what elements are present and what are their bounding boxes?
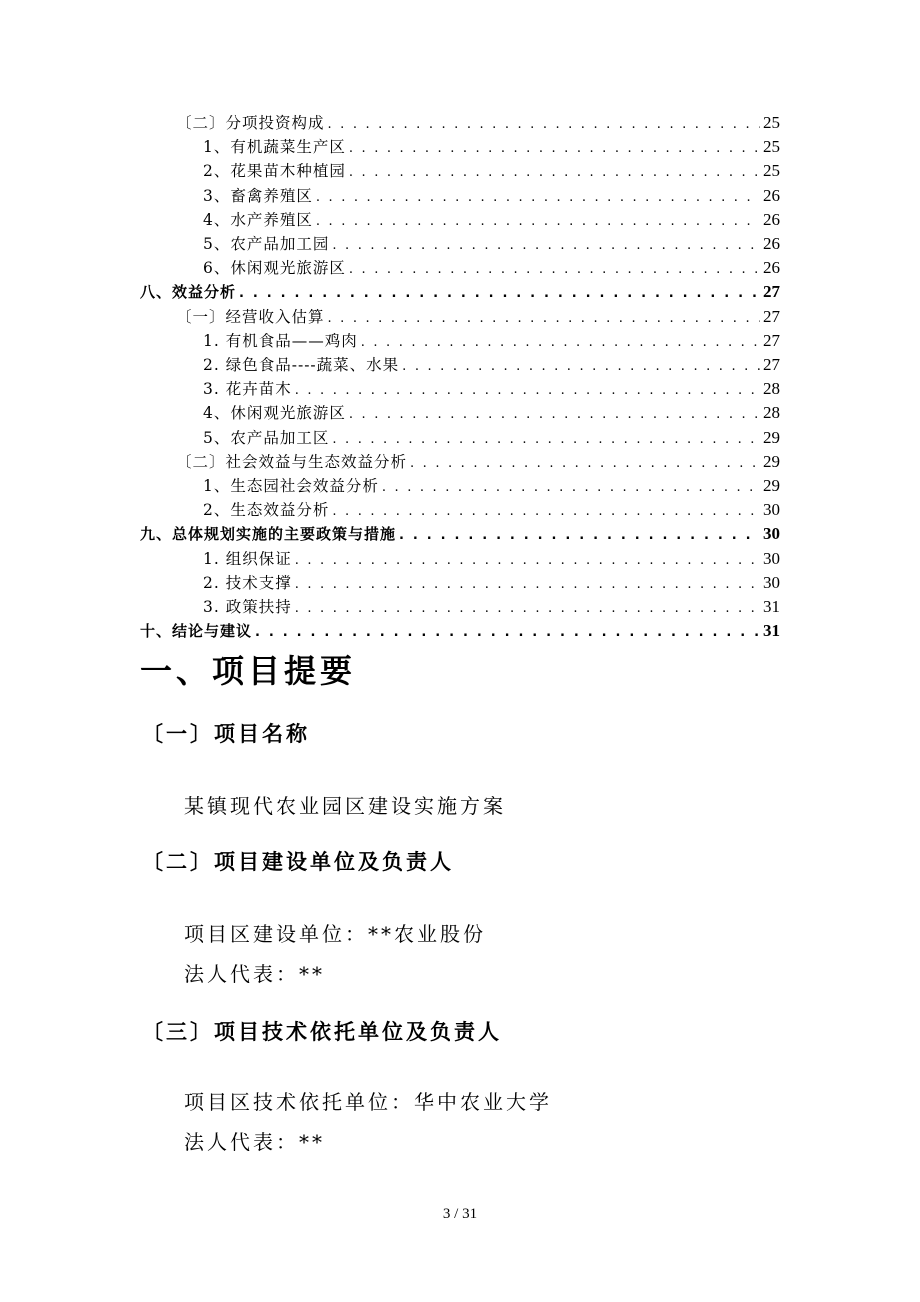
toc-entry-page: 25: [763, 161, 780, 181]
toc-entry-label: 八、效益分析: [140, 283, 237, 302]
toc-entry-label: 〔一〕经营收入估算: [176, 307, 325, 326]
toc-entry-page: 29: [763, 451, 780, 471]
toc-entry-page: 29: [763, 427, 780, 447]
toc-entry[interactable]: [176, 450, 780, 474]
toc-entry-label: 2、花果苗木种植园: [203, 162, 346, 181]
toc-entry-page: 28: [763, 379, 780, 399]
toc-entry-label: 5、农产品加工园: [203, 235, 330, 253]
toc-entry-label: 6、休闲观光旅游区: [203, 259, 346, 278]
toc-entry-page: 30: [763, 524, 780, 544]
toc-entry-label: 2. 绿色食品----蔬菜、水果: [203, 356, 400, 374]
toc-entry[interactable]: [203, 159, 780, 183]
toc-dot-leader: [328, 307, 760, 331]
toc-entry[interactable]: [203, 474, 780, 498]
toc-dot-leader: [295, 573, 760, 597]
toc-dot-leader: [316, 186, 760, 210]
toc-entry-page: 26: [763, 234, 780, 253]
chapter-heading: 一、项目提要: [140, 652, 357, 690]
toc-entry-page: 27: [763, 355, 780, 374]
toc-entry-label: 3、畜禽养殖区: [203, 186, 313, 205]
toc-entry[interactable]: [203, 498, 780, 522]
toc-entry-label: 1. 有机食品——鸡肉: [203, 331, 358, 350]
toc-entry[interactable]: [176, 111, 780, 135]
toc-entry-page: 27: [763, 282, 780, 302]
toc-entry[interactable]: [140, 280, 780, 304]
toc-entry[interactable]: [203, 377, 780, 401]
tech-legal-rep-text: 法人代表：**: [184, 1130, 325, 1154]
toc-entry[interactable]: [203, 353, 780, 377]
toc-entry-page: 26: [763, 258, 780, 278]
toc-entry[interactable]: [203, 329, 780, 353]
toc-dot-leader: [295, 549, 760, 573]
toc-dot-leader: [399, 524, 760, 548]
toc-entry[interactable]: [203, 208, 780, 232]
section-heading-project-name: 〔一〕项目名称: [142, 722, 310, 746]
toc-dot-leader: [349, 403, 760, 427]
toc-dot-leader: [328, 113, 760, 137]
toc-entry-label: 〔二〕分项投资构成: [176, 114, 325, 132]
toc-entry[interactable]: [203, 595, 780, 619]
toc-entry-label: 九、总体规划实施的主要政策与措施: [140, 525, 397, 544]
toc-entry-page: 25: [763, 113, 780, 132]
toc-entry-label: 十、结论与建议: [140, 622, 253, 641]
toc-entry[interactable]: [176, 305, 780, 329]
construction-legal-rep-text: 法人代表：**: [184, 962, 325, 986]
toc-entry[interactable]: [203, 232, 780, 256]
toc-dot-leader: [332, 234, 760, 258]
toc-entry-page: 31: [763, 597, 780, 616]
toc-dot-leader: [349, 137, 760, 161]
toc-dot-leader: [295, 379, 760, 403]
section-heading-tech-support-unit: 〔三〕项目技术依托单位及负责人: [142, 1020, 502, 1044]
toc-entry-label: 〔二〕社会效益与生态效益分析: [176, 452, 408, 471]
toc-entry-label: 3. 花卉苗木: [203, 380, 292, 399]
toc-dot-leader: [402, 355, 760, 379]
toc-entry-page: 26: [763, 209, 780, 229]
toc-entry[interactable]: [203, 571, 780, 595]
toc-entry-page: 30: [763, 548, 780, 568]
toc-entry-label: 4、休闲观光旅游区: [203, 404, 346, 423]
toc-entry[interactable]: [203, 401, 780, 425]
toc-entry-label: 3. 政策扶持: [203, 598, 292, 616]
toc-dot-leader: [295, 597, 760, 621]
toc-entry-page: 27: [763, 330, 780, 350]
toc-dot-leader: [332, 428, 760, 452]
toc-entry-label: 1. 组织保证: [203, 549, 292, 568]
toc-dot-leader: [316, 210, 760, 234]
project-name-text: 某镇现代农业园区建设实施方案: [184, 794, 506, 818]
toc-entry-page: 28: [763, 403, 780, 423]
toc-entry[interactable]: [203, 256, 780, 280]
toc-dot-leader: [255, 621, 760, 645]
construction-unit-text: 项目区建设单位：**农业股份: [184, 922, 486, 946]
toc-dot-leader: [410, 452, 760, 476]
toc-entry-label: 2. 技术支撑: [203, 573, 292, 592]
toc-entry[interactable]: [203, 135, 780, 159]
section-heading-construction-unit: 〔二〕项目建设单位及负责人: [142, 850, 454, 874]
toc-dot-leader: [349, 161, 760, 185]
toc-entry[interactable]: [140, 522, 780, 546]
toc-entry-page: 27: [763, 306, 780, 326]
toc-entry-label: 5、农产品加工区: [203, 428, 330, 447]
toc-entry-page: 30: [763, 572, 780, 592]
toc-entry-page: 30: [763, 500, 780, 520]
toc-dot-leader: [349, 258, 760, 282]
toc-entry[interactable]: [203, 184, 780, 208]
toc-dot-leader: [239, 282, 760, 306]
toc-entry[interactable]: [140, 619, 780, 643]
toc-dot-leader: [361, 331, 760, 355]
toc-entry-label: 2、生态效益分析: [203, 501, 330, 520]
toc-entry[interactable]: [203, 547, 780, 571]
toc-dot-leader: [332, 500, 760, 524]
toc-entry-page: 29: [763, 476, 780, 495]
toc-entry-page: 31: [763, 621, 780, 641]
toc-entry-page: 26: [763, 185, 780, 205]
toc-entry[interactable]: [203, 426, 780, 450]
toc-entry-label: 1、生态园社会效益分析: [203, 477, 379, 495]
toc-entry-page: 25: [763, 137, 780, 157]
toc-entry-label: 4、水产养殖区: [203, 210, 313, 229]
tech-support-unit-text: 项目区技术依托单位：华中农业大学: [184, 1090, 552, 1114]
toc-dot-leader: [382, 476, 760, 500]
page-number: 3 / 31: [442, 1206, 478, 1222]
toc-entry-label: 1、有机蔬菜生产区: [203, 138, 346, 157]
